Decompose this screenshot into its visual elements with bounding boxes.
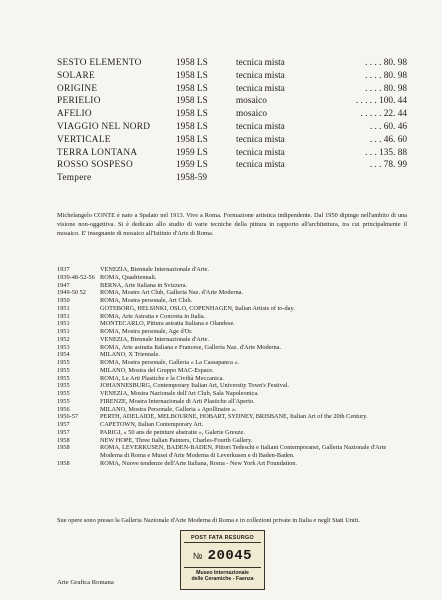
exhibition-description: MILANO, Mostra Personale, Galleria « Apollinaire ».	[100, 405, 237, 413]
work-technique: tecnica mista	[236, 160, 285, 171]
work-title: SESTO ELEMENTO	[57, 58, 142, 68]
work-year: 1958 LS	[176, 109, 208, 120]
exhibition-row	[57, 437, 407, 445]
exhibition-year: 1956-57	[57, 413, 78, 421]
exhibition-description: VENEZIA, Biennale Internazionale d'Arte.	[100, 266, 210, 273]
exhibition-row	[57, 266, 407, 274]
exhibition-year: 1954	[57, 351, 70, 359]
exhibition-row	[57, 313, 407, 321]
sticker-number-row	[181, 545, 264, 567]
work-technique: mosaico	[235, 96, 267, 107]
work-dimensions	[356, 172, 407, 185]
work-technique: tecnica mista	[236, 58, 285, 68]
work-row	[57, 83, 407, 96]
exhibition-year: 1947	[57, 281, 70, 289]
work-technique: tecnica mista	[236, 147, 285, 158]
exhibition-row	[57, 429, 407, 437]
collections-note	[57, 516, 407, 525]
exhibition-description: ROMA, Nuove tendenze dell'Arte Italiana, Roma - New York Art Foundation.	[100, 459, 298, 467]
exhibition-description: ROMA, LEVERKUSEN, BADEN-BADEN, Pittori Tedeschi e Italiani Contemporanei, Galleria Nazionale d'Arte Moderna di Roma e Musei d'Arte Moderna di Leverkusen e di Baden-Baden.	[100, 444, 387, 459]
exhibition-row	[57, 305, 407, 313]
exhibition-description: MONTECARLO, Pittura astratta Italiana e Olandese.	[100, 320, 235, 328]
work-year: 1958 LS	[176, 70, 208, 81]
exhibition-row	[57, 344, 407, 352]
work-title: AFELIO	[57, 109, 92, 120]
work-title: ORIGINE	[57, 83, 98, 94]
work-year: 1958 LS	[176, 58, 208, 68]
exhibition-row	[57, 390, 407, 398]
inventory-number: 20045	[207, 548, 253, 564]
exhibition-description: ROMA, Arte Astratta e Concreta in Italia.	[100, 312, 206, 320]
exhibition-year: 1958	[57, 459, 70, 467]
work-title: ROSSO SOSPESO	[57, 160, 133, 171]
work-year: 1958 LS	[176, 134, 208, 145]
exhibition-description: ROMA, Arte astratta Italiana e Francese, Galleria Naz. d'Arte Moderna.	[100, 343, 282, 351]
exhibition-description: VENEZIA, Mostra Nazionale dell'Art Club, Sala Napoleonica.	[100, 390, 259, 397]
exhibition-description: VENEZIA, Biennale Internazionale d'Arte.	[100, 335, 210, 343]
work-title: VERTICALE	[57, 134, 111, 145]
sticker-museum-name	[184, 567, 261, 583]
work-year: 1959 LS	[176, 147, 208, 158]
exhibition-year: 1955	[57, 359, 70, 366]
exhibition-row	[57, 282, 407, 290]
work-year: 1958 LS	[176, 83, 208, 94]
numero-sign: №	[192, 551, 203, 561]
exhibition-row	[57, 460, 407, 468]
exhibition-row	[57, 336, 407, 344]
exhibition-year: 1957	[57, 421, 70, 428]
work-row	[57, 159, 407, 172]
biography-text: Michelangelo CONTE è nato a Spalato nel 1913. Vive a Roma. Formazione artistica indipendente. Dal 1950 dipinge nell'ambito di una visione non-oggettiva. Si è dedicato allo studio di varie tecniche della pittura in rapporto all'architettura, tra cui principalmente il mosaico. E' insegnante di mosaico all'Istituto d'Arte di Roma.	[57, 212, 407, 238]
exhibition-year: 1939-48-52-56	[57, 273, 95, 281]
exhibition-description: ROMA, Mostra personale, Galleria « La Cassapanca ».	[100, 359, 240, 366]
work-title: VIAGGIO NEL NORD	[57, 121, 151, 132]
work-technique	[236, 172, 356, 185]
museum-name-line-1: Museo Internazionale	[196, 570, 249, 576]
work-technique: tecnica mista	[236, 83, 285, 94]
exhibition-description: ROMA, Quadriennali.	[100, 273, 157, 281]
exhibition-description: MILANO, X Triennale.	[100, 351, 160, 359]
exhibition-description: NEW HOPE, Three Italian Painters, Charles-Fourth Gallery.	[100, 436, 253, 444]
work-dimensions: . . . . 80. 98	[365, 83, 407, 94]
exhibition-description: CAPETOWN, Italian Contemporary Art.	[100, 421, 204, 428]
work-title: Tempere	[57, 173, 92, 184]
exhibition-row	[57, 398, 407, 406]
exhibition-year: 1952	[57, 335, 70, 343]
exhibition-year: 1955	[57, 366, 70, 374]
artist-biography	[57, 211, 407, 238]
exhibition-row	[57, 328, 407, 336]
exhibition-row	[57, 274, 407, 282]
exhibition-year: 1955	[57, 382, 70, 390]
exhibition-row	[57, 297, 407, 305]
work-year: 1958-59	[176, 173, 207, 184]
exhibition-description: PERTH, ADELAIDE, MELBOURNE, HOBART, SYDNEY, BRISBANE, Italian Art of the 20th Century.	[100, 413, 368, 421]
exhibition-row	[57, 444, 407, 460]
collections-text: Sue opere sono presso la Galleria Nazionale d'Arte Moderna di Roma e in collezioni private in Italia e negli Stati Uniti.	[57, 517, 360, 524]
work-technique: tecnica mista	[236, 134, 285, 145]
exhibition-description: ROMA, Mostra personale, Art Club.	[100, 297, 193, 304]
exhibition-year: 1953	[57, 343, 70, 351]
work-row	[57, 57, 407, 70]
exhibition-row	[57, 367, 407, 375]
exhibition-row	[57, 375, 407, 383]
sticker-motto: POST FATA RESURGO	[184, 534, 261, 543]
work-dimensions: . . . . 80. 98	[365, 70, 407, 81]
exhibition-year: 1951	[57, 312, 70, 320]
exhibition-year: 1937	[57, 266, 70, 273]
exhibition-description: ROMA, Le Arti Plastiche e la Civiltà Meccanica.	[100, 374, 224, 382]
exhibition-year: 1955	[57, 397, 70, 405]
work-dimensions: . . . 46. 60	[369, 134, 407, 145]
exhibition-description: ROMA, Mostra personale, Age d'Or.	[100, 328, 193, 335]
exhibition-description: BERNA, Arte Italiana in Svizzera.	[100, 281, 188, 289]
exhibition-row	[57, 382, 407, 390]
exhibition-year: 1950	[57, 297, 70, 304]
exhibition-description: JOHANNESBURG, Contemporary Italian Art, University Town's Festival.	[100, 382, 289, 390]
printer-imprint: Arte Grafica Romana	[57, 579, 114, 586]
work-row	[57, 172, 407, 185]
exhibition-description: MILANO, Mostra del Gruppo MAC-Espace.	[100, 366, 214, 374]
exhibition-row	[57, 421, 407, 429]
exhibition-row	[57, 406, 407, 414]
work-technique: mosaico	[236, 109, 267, 120]
work-title: TERRA LONTANA	[57, 147, 138, 158]
exhibition-year: 1958	[57, 444, 70, 452]
exhibition-year: 1949-50 52	[57, 289, 86, 297]
work-technique: tecnica mista	[236, 70, 285, 81]
exhibition-year: 1951	[57, 328, 70, 335]
work-dimensions: . . . 78. 99	[369, 160, 407, 171]
work-row	[57, 147, 407, 160]
work-row	[57, 134, 407, 147]
work-dimensions: . . . . . 100. 44	[355, 96, 407, 107]
exhibition-description: ROMA, Mostre Art Club, Galleria Naz. d'Arte Moderna.	[100, 289, 243, 297]
exhibition-row	[57, 359, 407, 367]
exhibition-row	[57, 289, 407, 297]
work-year: 1959 LS	[176, 160, 208, 171]
work-year: 1958 LS	[176, 121, 208, 132]
exhibition-year: 1951	[57, 304, 70, 312]
exhibitions-list	[57, 266, 407, 468]
exhibition-description: GOTEBORG, HELSINKI, OSLO, COPENHAGEN, Italian Artists of to-day.	[100, 304, 295, 312]
work-row	[57, 108, 407, 121]
work-row	[57, 121, 407, 134]
work-dimensions: . . . . 80. 98	[365, 58, 407, 68]
exhibition-year: 1951	[57, 320, 70, 328]
work-title: PERIELIO	[57, 96, 101, 107]
work-dimensions: . . . . . 22. 44	[360, 109, 407, 120]
work-row	[57, 95, 407, 108]
museum-label-sticker	[180, 530, 265, 590]
exhibition-description: FIRENZE, Mostra Internazionale di Arti Plastiche all'Aperto.	[100, 397, 255, 405]
work-year: 1958 LS	[175, 96, 208, 107]
exhibition-row	[57, 320, 407, 328]
works-list	[57, 57, 407, 185]
exhibition-year: 1956	[57, 405, 70, 413]
exhibition-row	[57, 413, 407, 421]
exhibition-row	[57, 351, 407, 359]
exhibition-year: 1955	[57, 374, 70, 382]
work-technique: tecnica mista	[236, 121, 285, 132]
exhibition-year: 1955	[57, 390, 70, 397]
work-title: SOLARE	[57, 70, 95, 81]
exhibition-description: PARIGI, « 50 ans de peinture abstraite », Galerie Greuze.	[100, 428, 245, 436]
work-row	[57, 70, 407, 83]
work-dimensions: . . . 60. 46	[369, 121, 407, 132]
museum-name-line-2: delle Ceramiche - Faenza	[191, 576, 254, 583]
work-dimensions: . . . 135. 88	[365, 147, 407, 158]
exhibition-year: 1958	[57, 436, 70, 444]
exhibition-year: 1957	[57, 428, 70, 436]
